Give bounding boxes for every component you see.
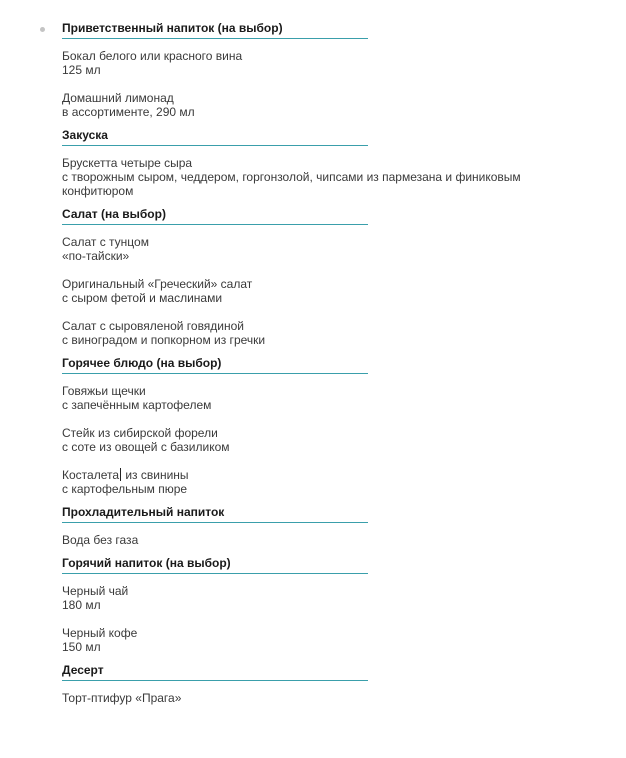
menu-item xyxy=(62,584,582,612)
menu-item[interactable] xyxy=(62,468,582,496)
menu-item xyxy=(62,156,582,198)
section-title: Горячий напиток (на выбор) xyxy=(62,555,368,574)
menu-item xyxy=(62,49,582,77)
item-detail: 150 мл xyxy=(62,640,101,654)
menu-item xyxy=(62,626,582,654)
menu-item xyxy=(62,691,582,705)
section-title: Закуска xyxy=(62,127,368,146)
section-title: Прохладительный напиток xyxy=(62,504,368,523)
section-title: Горячее блюдо (на выбор) xyxy=(62,355,368,374)
item-name: Салат с сыровяленой говядиной xyxy=(62,319,245,333)
menu-item xyxy=(62,319,582,347)
list-bullet xyxy=(40,27,45,32)
section-main-course xyxy=(62,355,582,496)
item-name[interactable] xyxy=(62,468,582,482)
item-detail: с сыром фетой и маслинами xyxy=(62,291,223,305)
item-name: Стейк из сибирской форели xyxy=(62,426,218,440)
text-cursor xyxy=(120,468,121,481)
item-name: Торт-птифур «Прага» xyxy=(62,691,182,705)
menu-item xyxy=(62,384,582,412)
section-appetizer xyxy=(62,127,582,198)
section-dessert xyxy=(62,662,582,705)
item-detail: в ассортименте, 290 мл xyxy=(62,105,195,119)
item-name: Говяжьи щечки xyxy=(62,384,146,398)
menu-item xyxy=(62,235,582,263)
menu-document xyxy=(62,20,582,713)
item-detail: с картофельным пюре xyxy=(62,482,188,496)
section-welcome-drink xyxy=(62,20,582,119)
item-name-part[interactable]: Косталета xyxy=(62,468,120,482)
item-detail: 125 мл xyxy=(62,63,101,77)
item-name: Брускетта четыре сыра xyxy=(62,156,193,170)
item-detail: «по-тайски» xyxy=(62,249,130,263)
menu-item xyxy=(62,426,582,454)
item-name: Черный кофе xyxy=(62,626,138,640)
item-detail: с запечённым картофелем xyxy=(62,398,212,412)
menu-item xyxy=(62,533,582,547)
menu-item xyxy=(62,277,582,305)
item-detail: 180 мл xyxy=(62,598,101,612)
section-title: Салат (на выбор) xyxy=(62,206,368,225)
section-cold-drink xyxy=(62,504,582,547)
item-detail: с соте из овощей с базиликом xyxy=(62,440,230,454)
item-name: Вода без газа xyxy=(62,533,139,547)
section-title: Приветственный напиток (на выбор) xyxy=(62,20,368,39)
section-salad xyxy=(62,206,582,347)
section-hot-drink xyxy=(62,555,582,654)
menu-item xyxy=(62,91,582,119)
item-name: Оригинальный «Греческий» салат xyxy=(62,277,253,291)
item-name: Бокал белого или красного вина xyxy=(62,49,243,63)
section-title: Десерт xyxy=(62,662,368,681)
item-name: Черный чай xyxy=(62,584,129,598)
item-detail: с виноградом и попкорном из гречки xyxy=(62,333,266,347)
item-name: Салат с тунцом xyxy=(62,235,149,249)
item-name: Домашний лимонад xyxy=(62,91,174,105)
item-name-part[interactable]: из свинины xyxy=(122,468,189,482)
item-detail: с творожным сыром, чеддером, горгонзолой, чипсами из пармезана и финиковым конфитюром xyxy=(62,170,521,198)
